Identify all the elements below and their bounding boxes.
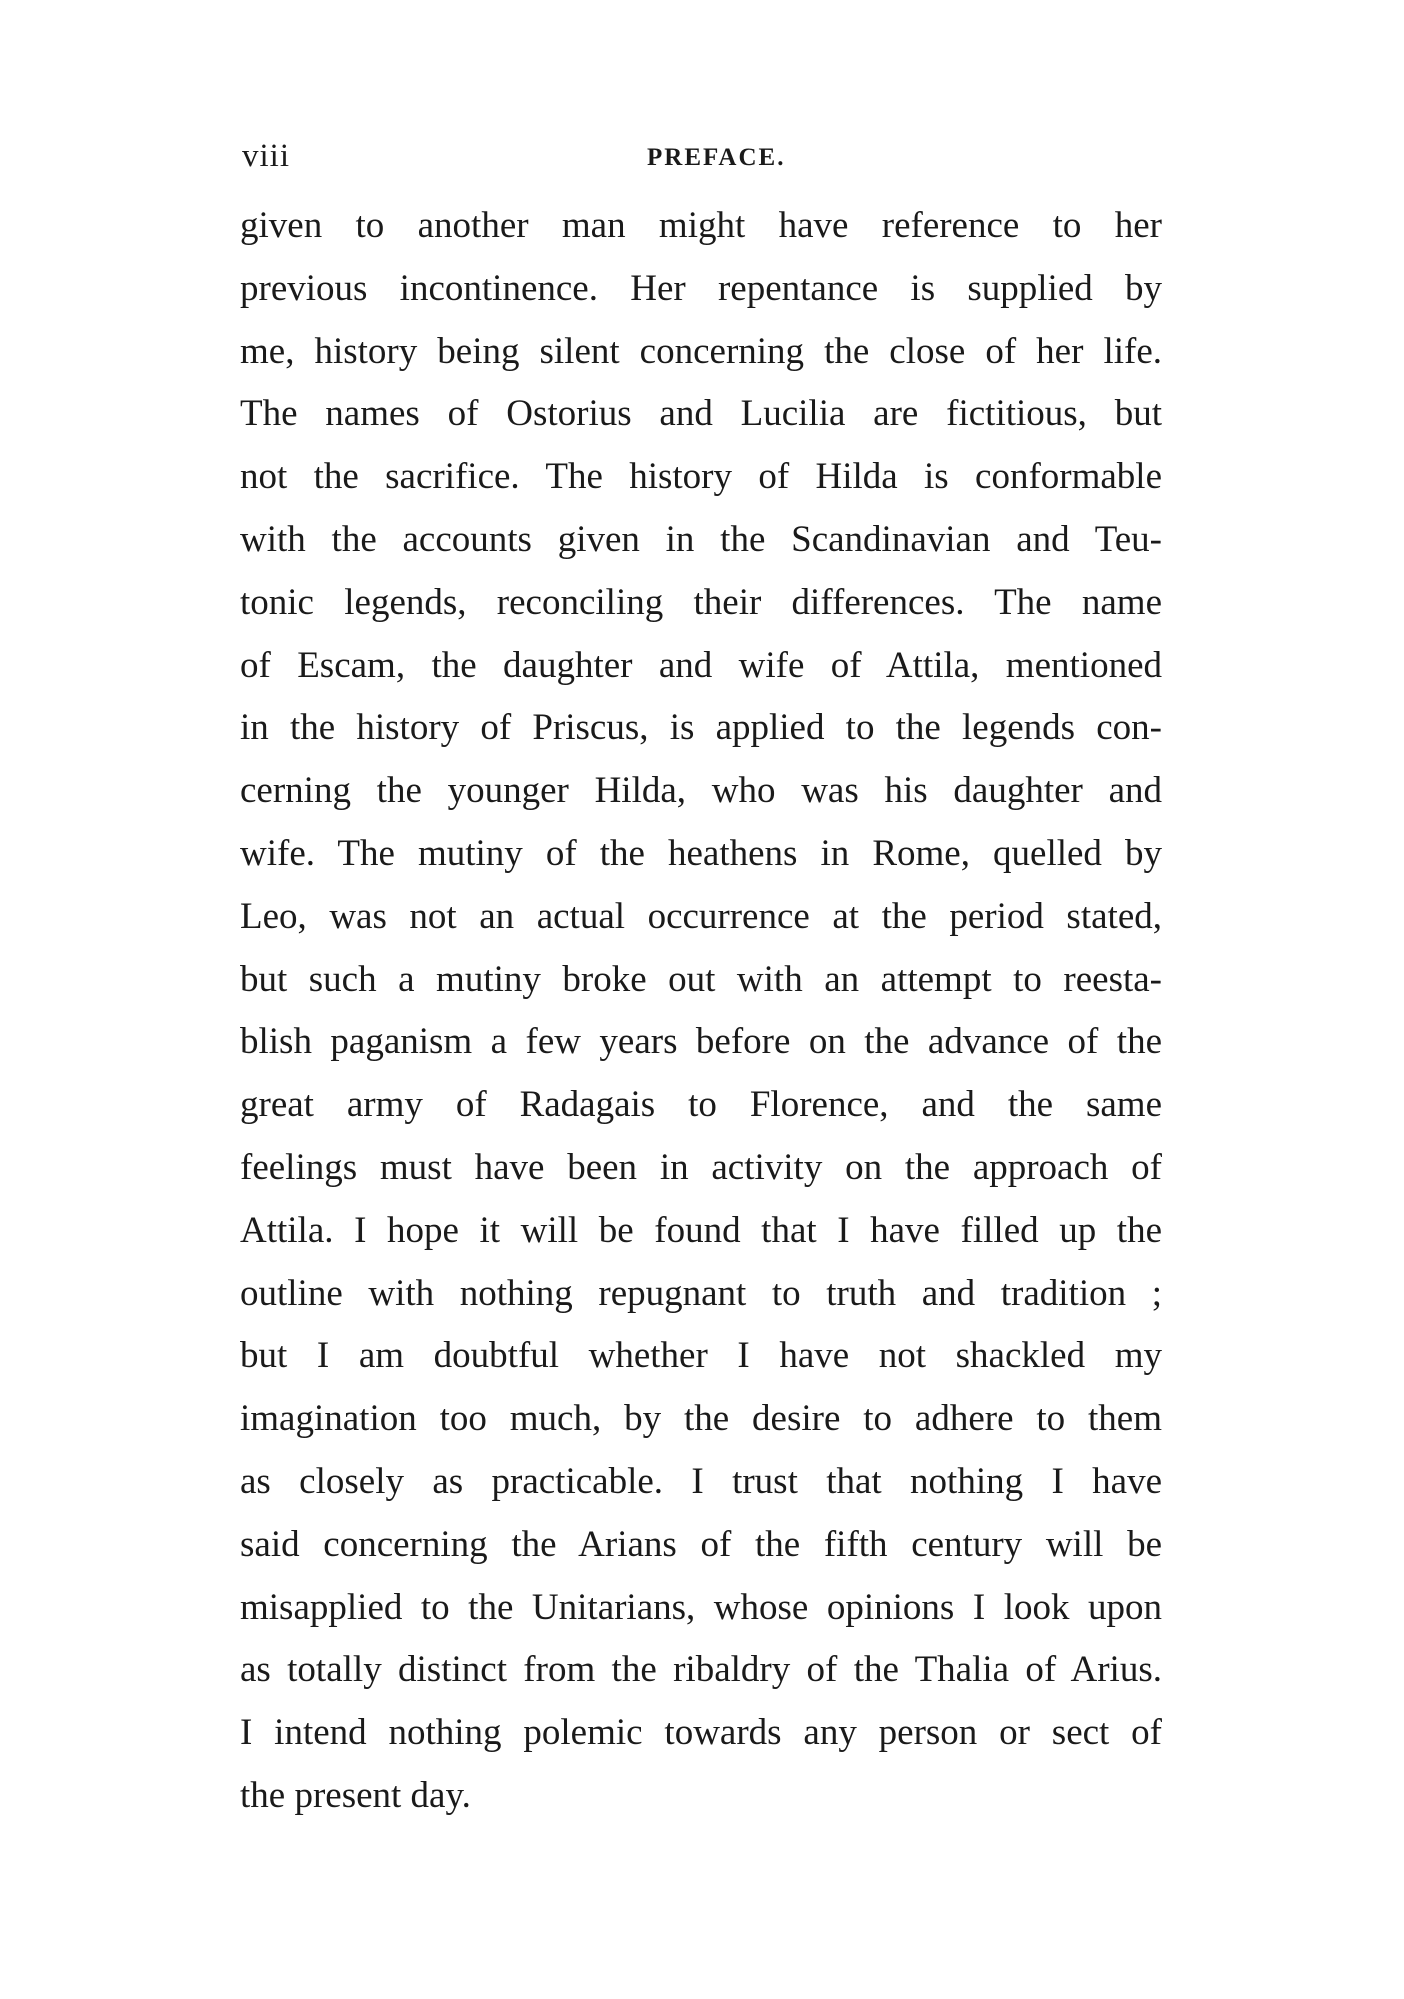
text-line: as totally distinct from the ribaldry of the Thalia of Arius. [240, 1649, 1162, 1691]
text-line: as closely as practicable. I trust that nothing I have [240, 1460, 1162, 1502]
text-line: blish paganism a few years before on the advance of the [240, 1021, 1162, 1063]
text-line: tonic legends, reconciling their differences. The name [240, 581, 1162, 623]
text-line: with the accounts given in the Scandinavian and Teu- [240, 518, 1162, 560]
text-line: I intend nothing polemic towards any person or sect of [240, 1712, 1162, 1754]
text-line-final: the present day. [240, 1774, 471, 1816]
text-line: imagination too much, by the desire to adhere to them [240, 1398, 1162, 1440]
text-line: but I am doubtful whether I have not shackled my [240, 1335, 1162, 1377]
text-line: of Escam, the daughter and wife of Attila, mentioned [240, 644, 1162, 686]
text-line: misapplied to the Unitarians, whose opinions I look upon [240, 1586, 1162, 1628]
text-line: but such a mutiny broke out with an attempt to reesta- [240, 958, 1162, 1000]
running-head [242, 136, 1162, 176]
text-line: Attila. I hope it will be found that I have filled up the [240, 1209, 1162, 1251]
text-line: outline with nothing repugnant to truth and tradition ; [240, 1272, 1162, 1314]
text-line: feelings must have been in activity on the approach of [240, 1146, 1162, 1188]
text-line: The names of Ostorius and Lucilia are fictitious, but [240, 393, 1162, 435]
text-line: previous incontinence. Her repentance is supplied by [240, 267, 1162, 309]
text-line: me, history being silent concerning the close of her life. [240, 330, 1162, 372]
text-line: not the sacrifice. The history of Hilda is conformable [240, 456, 1162, 498]
text-line: Leo, was not an actual occurrence at the period stated, [240, 895, 1162, 937]
running-title: PREFACE. [647, 144, 786, 171]
text-line: cerning the younger Hilda, who was his daughter and [240, 770, 1162, 812]
preface-body [240, 195, 1162, 1828]
text-line: in the history of Priscus, is applied to the legends con- [240, 707, 1162, 749]
page-number: viii [242, 138, 291, 174]
text-line: said concerning the Arians of the fifth century will be [240, 1523, 1162, 1565]
text-line: given to another man might have reference to her [240, 205, 1162, 246]
text-line: great army of Radagais to Florence, and the same [240, 1084, 1162, 1126]
text-line: wife. The mutiny of the heathens in Rome, quelled by [240, 832, 1162, 874]
